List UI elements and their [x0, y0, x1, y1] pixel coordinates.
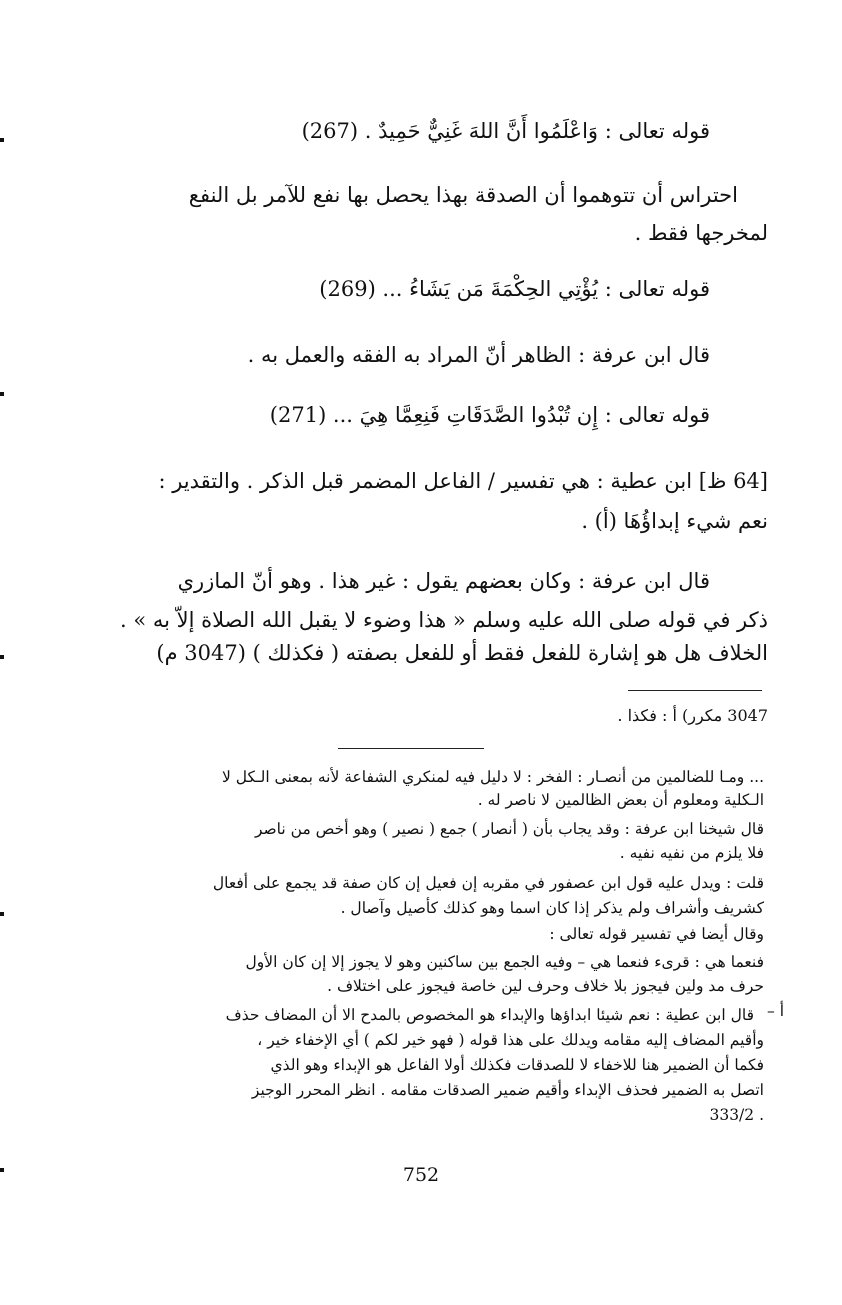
footnote-line: فكما أن الضمير هنا للاخفاء لا للصدقات فكذلك أولا الفاعل هو الإبداء وهو الذي — [270, 1056, 764, 1074]
paragraph-line: نعم شيء إبداؤُهَا (أ) . — [581, 509, 768, 533]
footnote-line: كشريف وأشراف ولم يذكر إذا كان اسما وهو كذلك كأصيل وآصال . — [340, 899, 764, 917]
verse-line: قوله تعالى : وَاعْلَمُوا أَنَّ اللهَ غَنِيٌّ حَمِيدٌ . (267) — [301, 119, 710, 143]
paragraph-line: الخلاف هل هو إشارة للفعل فقط أو للفعل بصفته ( فكذلك ) (3047 م) — [156, 641, 768, 665]
footnote-line: قال شيخنا ابن عرفة : وقد يجاب بأن ( أنصار ) جمع ( نصير ) وهو أخص من ناصر — [254, 820, 764, 838]
footnote-line: وقال أيضا في تفسير قوله تعالى : — [549, 925, 764, 943]
paragraph-line: لمخرجها فقط . — [634, 221, 768, 245]
footnote-separator — [338, 748, 484, 749]
footnote-line: حرف مد ولين فيجوز بلا خلاف وحرف لين خاصة فيجوز على اختلاف . — [327, 977, 764, 995]
paragraph-line: [64 ظ] ابن عطية : هي تفسير / الفاعل المضمر قبل الذكر . والتقدير : — [158, 469, 768, 493]
left-edge-mark — [0, 392, 4, 396]
paragraph-line: احتراس أن تتوهموا أن الصدقة بهذا يحصل بها نفع للآمر بل النفع — [188, 183, 738, 207]
variant-note-separator — [628, 690, 762, 691]
paragraph-line: قال ابن عرفة : وكان بعضهم يقول : غير هذا . وهو أنّ المازري — [177, 569, 710, 593]
page-number: 752 — [402, 1164, 440, 1186]
left-edge-mark — [0, 912, 4, 916]
footnote-line: قال ابن عطية : نعم شيئا ابداؤها والإبداء هو المخصوص بالمدح الا أن المضاف حذف — [225, 1006, 754, 1024]
footnote-line: فلا يلزم من نفيه نفيه . — [619, 844, 764, 862]
footnote-marker: أ – — [767, 1002, 784, 1020]
left-edge-mark — [0, 138, 4, 142]
verse-line: قوله تعالى : يُؤْتِي الحِكْمَةَ مَن يَشَاءُ ... (269) — [319, 277, 710, 301]
left-edge-mark — [0, 655, 4, 659]
footnote-line: فنعما هي : قرىء فنعما هي – وفيه الجمع بين ساكنين وهو لا يجوز إلا إن كان الأول — [245, 953, 764, 971]
footnote-line: الـكلية ومعلوم أن بعض الظالمين لا ناصر له . — [477, 791, 764, 809]
footnote-line: ... ومـا للضالمين من أنصـار : الفخر : لا دليل فيه لمنكري الشفاعة لأنه بمعنى الـكل لا — [221, 768, 764, 786]
footnote-line: وأقيم المضاف إليه مقامه ويدلك على هذا قوله ( فهو خير لكم ) أي الإخفاء خير ، — [257, 1031, 764, 1049]
paragraph-line: قال ابن عرفة : الظاهر أنّ المراد به الفقه والعمل به . — [247, 343, 710, 367]
footnote-line: قلت : ويدل عليه قول ابن عصفور في مقربه إن فعيل إن كان صفة قد يجمع على أفعال — [212, 874, 764, 892]
variant-note: 3047 مكرر) أ : فكذا . — [617, 706, 768, 725]
footnote-line: . 333/2 — [709, 1106, 764, 1124]
paragraph-line: ذكر في قوله صلى الله عليه وسلم « هذا وضوء لا يقبل الله الصلاة إلاّ به » . — [120, 608, 768, 632]
verse-line: قوله تعالى : إِن تُبْدُوا الصَّدَقَاتِ فَنِعِمَّا هِيَ ... (271) — [269, 403, 710, 427]
footnote-line: اتصل به الضمير فحذف الإبداء وأقيم ضمير الصدقات مقامه . انظر المحرر الوجيز — [251, 1081, 764, 1099]
